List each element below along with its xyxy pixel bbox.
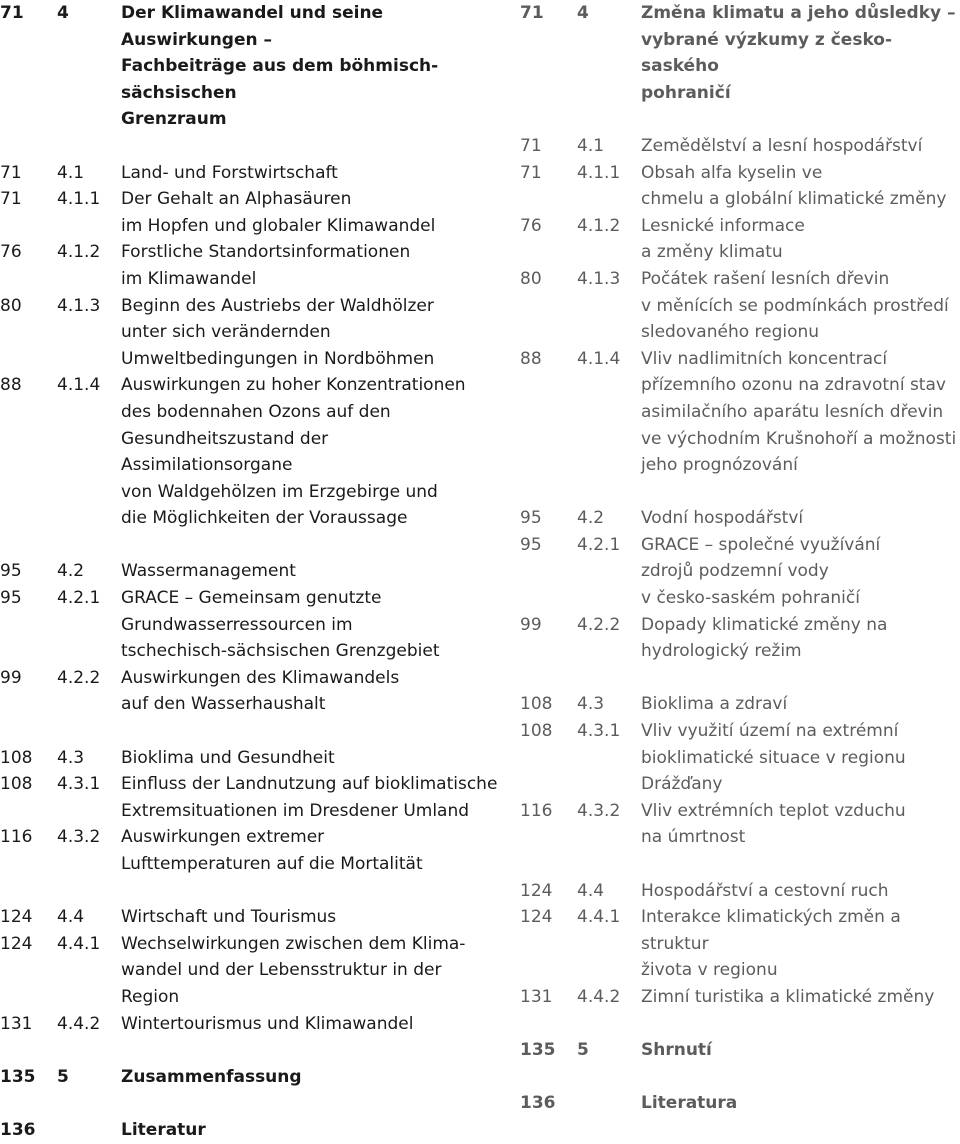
section-title: Auswirkungen zu hoher Konzentrationen des bodennahen Ozons auf den Gesundheitszustand der Assimilationsorgane von Waldgehölzen im Erzgebirge und die Möglichkeiten der Voraussage (121, 375, 466, 529)
german-toc-entry[interactable] (0, 1064, 500, 1091)
german-toc-entry[interactable] (0, 824, 500, 877)
section-title: Literatura (641, 1093, 738, 1114)
section-title: Lesnické informace a změny klimatu (641, 215, 805, 263)
section-number: 4.2 (57, 561, 85, 582)
section-number: 4.1.2 (57, 242, 101, 263)
section-title: Obsah alfa kyselin ve chmelu a globální klimatické změny (641, 162, 947, 210)
german-toc-entry[interactable] (0, 239, 500, 292)
section-number: 4.1.2 (577, 215, 621, 236)
german-toc-entry[interactable] (0, 904, 500, 931)
page-number: 135 (0, 1066, 36, 1087)
section-spacer (520, 851, 960, 878)
czech-toc-entry[interactable] (520, 798, 960, 851)
section-spacer (0, 1037, 500, 1064)
section-number: 4.2.2 (57, 667, 101, 688)
toc-czech-column (520, 0, 960, 1117)
section-number: 4.1 (577, 135, 605, 156)
page-number: 116 (0, 827, 33, 848)
page-number: 124 (520, 907, 553, 928)
section-title: Počátek rašení lesních dřevin v měnících se podmínkách prostředí sledovaného regionu (641, 268, 949, 343)
german-toc-entry[interactable] (0, 293, 500, 373)
page-number: 80 (0, 295, 22, 316)
section-title: Bioklima und Gesundheit (121, 747, 335, 768)
section-number: 4.2.1 (57, 588, 101, 609)
german-toc-entry[interactable] (0, 372, 500, 532)
section-title: GRACE – společné využívání zdrojů podzemní vody v česko-saském pohraničí (641, 534, 881, 609)
section-title: Beginn des Austriebs der Waldhölzer unter sich verändernden Umweltbedingungen in Nordböhmen (121, 295, 435, 369)
section-number: 4.4.2 (577, 986, 621, 1007)
section-title: Shrnutí (641, 1040, 712, 1061)
section-number: 4.1.3 (57, 295, 101, 316)
section-title: Land- und Forstwirtschaft (121, 162, 338, 183)
section-title: Auswirkungen des Klimawandels auf den Wasserhaushalt (121, 667, 400, 715)
section-title: Literatur (121, 1119, 206, 1140)
section-title: Forstliche Standortsinformationen im Klimawandel (121, 242, 411, 289)
section-title: Zusammenfassung (121, 1066, 302, 1087)
page-number: 99 (0, 667, 22, 688)
german-toc-entry[interactable] (0, 186, 500, 239)
section-title: Wassermanagement (121, 561, 296, 582)
czech-toc-entry[interactable] (520, 1037, 960, 1064)
section-number: 4.1.1 (577, 162, 621, 183)
page-number: 131 (520, 986, 553, 1007)
czech-toc-entry[interactable] (520, 984, 960, 1011)
section-spacer (0, 532, 500, 559)
section-spacer (0, 718, 500, 745)
page-number: 136 (0, 1119, 36, 1140)
section-spacer (520, 1064, 960, 1091)
page-number: 88 (0, 375, 22, 396)
section-number: 4.4.1 (57, 933, 101, 954)
czech-toc-entry[interactable] (520, 346, 960, 479)
page-number: 95 (0, 561, 22, 582)
czech-toc-entry[interactable] (520, 505, 960, 532)
section-spacer (520, 106, 960, 133)
section-number: 4.1.1 (57, 189, 101, 210)
page-number: 80 (520, 268, 542, 289)
page-number: 124 (520, 880, 553, 901)
page-number: 131 (0, 1013, 33, 1034)
german-toc-entry[interactable] (0, 745, 500, 772)
section-number: 4.3.2 (57, 827, 101, 848)
czech-toc-entry[interactable] (520, 612, 960, 665)
section-title: Einfluss der Landnutzung auf bioklimatische Extremsituationen im Dresdener Umland (121, 774, 498, 821)
german-toc-entry[interactable] (0, 931, 500, 1011)
section-number: 4.3.1 (577, 721, 621, 742)
section-title: Hospodářství a cestovní ruch (641, 880, 889, 901)
czech-toc-entry[interactable] (520, 0, 960, 106)
section-number: 4.4 (577, 880, 605, 901)
czech-toc-entry[interactable] (520, 532, 960, 612)
section-number: 4.4 (57, 907, 85, 928)
page-number: 71 (0, 3, 24, 23)
page-number: 95 (520, 508, 542, 529)
section-spacer (520, 1011, 960, 1038)
section-spacer (0, 133, 500, 160)
section-title: Vliv využití území na extrémní bioklimatické situace v regionu Drážďany (641, 721, 906, 795)
german-toc-entry[interactable] (0, 0, 500, 133)
section-title: Wechselwirkungen zwischen dem Klima- wandel und der Lebensstruktur in der Region (121, 933, 466, 1007)
page-number: 88 (520, 348, 542, 369)
section-title: Zimní turistika a klimatické změny (641, 986, 935, 1007)
page-number: 108 (520, 721, 553, 742)
czech-toc-entry[interactable] (520, 718, 960, 798)
german-toc-entry[interactable] (0, 585, 500, 665)
german-toc-entry[interactable] (0, 1117, 500, 1144)
section-number: 4.3 (57, 747, 85, 768)
section-number: 4.3.2 (577, 800, 621, 821)
page-number: 76 (520, 215, 542, 236)
page-number: 116 (520, 800, 553, 821)
page-number: 71 (0, 162, 22, 183)
section-title: Interakce klimatických změn a struktur života v regionu (641, 907, 901, 981)
section-title: Bioklima a zdraví (641, 694, 788, 715)
german-toc-entry[interactable] (0, 558, 500, 585)
page-number: 108 (0, 774, 33, 795)
section-number: 4.2 (577, 508, 605, 529)
section-number: 5 (57, 1066, 69, 1087)
page-number: 108 (0, 747, 33, 768)
section-title: Změna klimatu a jeho důsledky – vybrané výzkumy z česko-saského pohraničí (641, 3, 956, 103)
page-number: 95 (0, 588, 22, 609)
page-number: 124 (0, 907, 33, 928)
section-number: 4.2.1 (577, 534, 621, 555)
section-title: Vliv extrémních teplot vzduchu na úmrtnost (641, 800, 906, 848)
page-number: 136 (520, 1093, 556, 1114)
czech-toc-entry[interactable] (520, 160, 960, 213)
czech-toc-entry[interactable] (520, 213, 960, 266)
section-number: 4.1.3 (577, 268, 621, 289)
section-spacer (0, 878, 500, 905)
czech-toc-entry[interactable] (520, 1090, 960, 1117)
german-toc-entry[interactable] (0, 1011, 500, 1038)
page-number: 71 (0, 189, 22, 210)
czech-toc-entry[interactable] (520, 133, 960, 160)
page-number: 108 (520, 694, 553, 715)
section-title: Dopady klimatické změny na hydrologický režim (641, 614, 888, 662)
section-number: 4.1.4 (577, 348, 621, 369)
section-spacer (520, 665, 960, 692)
section-spacer (520, 479, 960, 506)
page-number: 71 (520, 3, 544, 23)
section-title: Wintertourismus und Klimawandel (121, 1013, 414, 1034)
section-number: 5 (577, 1040, 589, 1061)
section-title: Zemědělství a lesní hospodářství (641, 135, 923, 156)
section-number: 4.4.2 (57, 1013, 101, 1034)
section-spacer (0, 1090, 500, 1117)
page-number: 124 (0, 933, 33, 954)
czech-toc-entry[interactable] (520, 878, 960, 905)
section-title: Der Gehalt an Alphasäuren im Hopfen und globaler Klimawandel (121, 189, 436, 236)
page-number: 99 (520, 614, 542, 635)
page-number: 71 (520, 162, 542, 183)
section-title: Vodní hospodářství (641, 508, 804, 529)
section-title: Vliv nadlimitních koncentrací přízemního ozonu na zdravotní stav asimilačního aparátu lesních dřevin ve východním Krušnohoří a možnosti jeho prognózování (641, 348, 957, 476)
page-number: 95 (520, 534, 542, 555)
page-number: 76 (0, 242, 22, 263)
section-number: 4.1.4 (57, 375, 101, 396)
section-title: Auswirkungen extremer Lufttemperaturen auf die Mortalität (121, 827, 423, 874)
section-title: Wirtschaft und Tourismus (121, 907, 337, 928)
page-number: 71 (520, 135, 542, 156)
german-toc-entry[interactable] (0, 665, 500, 718)
czech-toc-entry[interactable] (520, 904, 960, 984)
section-number: 4.3 (577, 694, 605, 715)
section-number: 4.3.1 (57, 774, 101, 795)
czech-toc-entry[interactable] (520, 691, 960, 718)
german-toc-entry[interactable] (0, 160, 500, 187)
czech-toc-entry[interactable] (520, 266, 960, 346)
section-number: 4.2.2 (577, 614, 621, 635)
section-number: 4 (577, 3, 589, 23)
section-number: 4 (57, 3, 69, 23)
section-number: 4.1 (57, 162, 85, 183)
section-title: GRACE – Gemeinsam genutzte Grundwasserressourcen im tschechisch-sächsischen Grenzgebiet (121, 588, 440, 662)
page-number: 135 (520, 1040, 556, 1061)
section-number: 4.4.1 (577, 907, 621, 928)
section-title: Der Klimawandel und seine Auswirkungen – Fachbeiträge aus dem böhmisch-sächsischen Grenzraum (121, 3, 439, 130)
german-toc-entry[interactable] (0, 771, 500, 824)
